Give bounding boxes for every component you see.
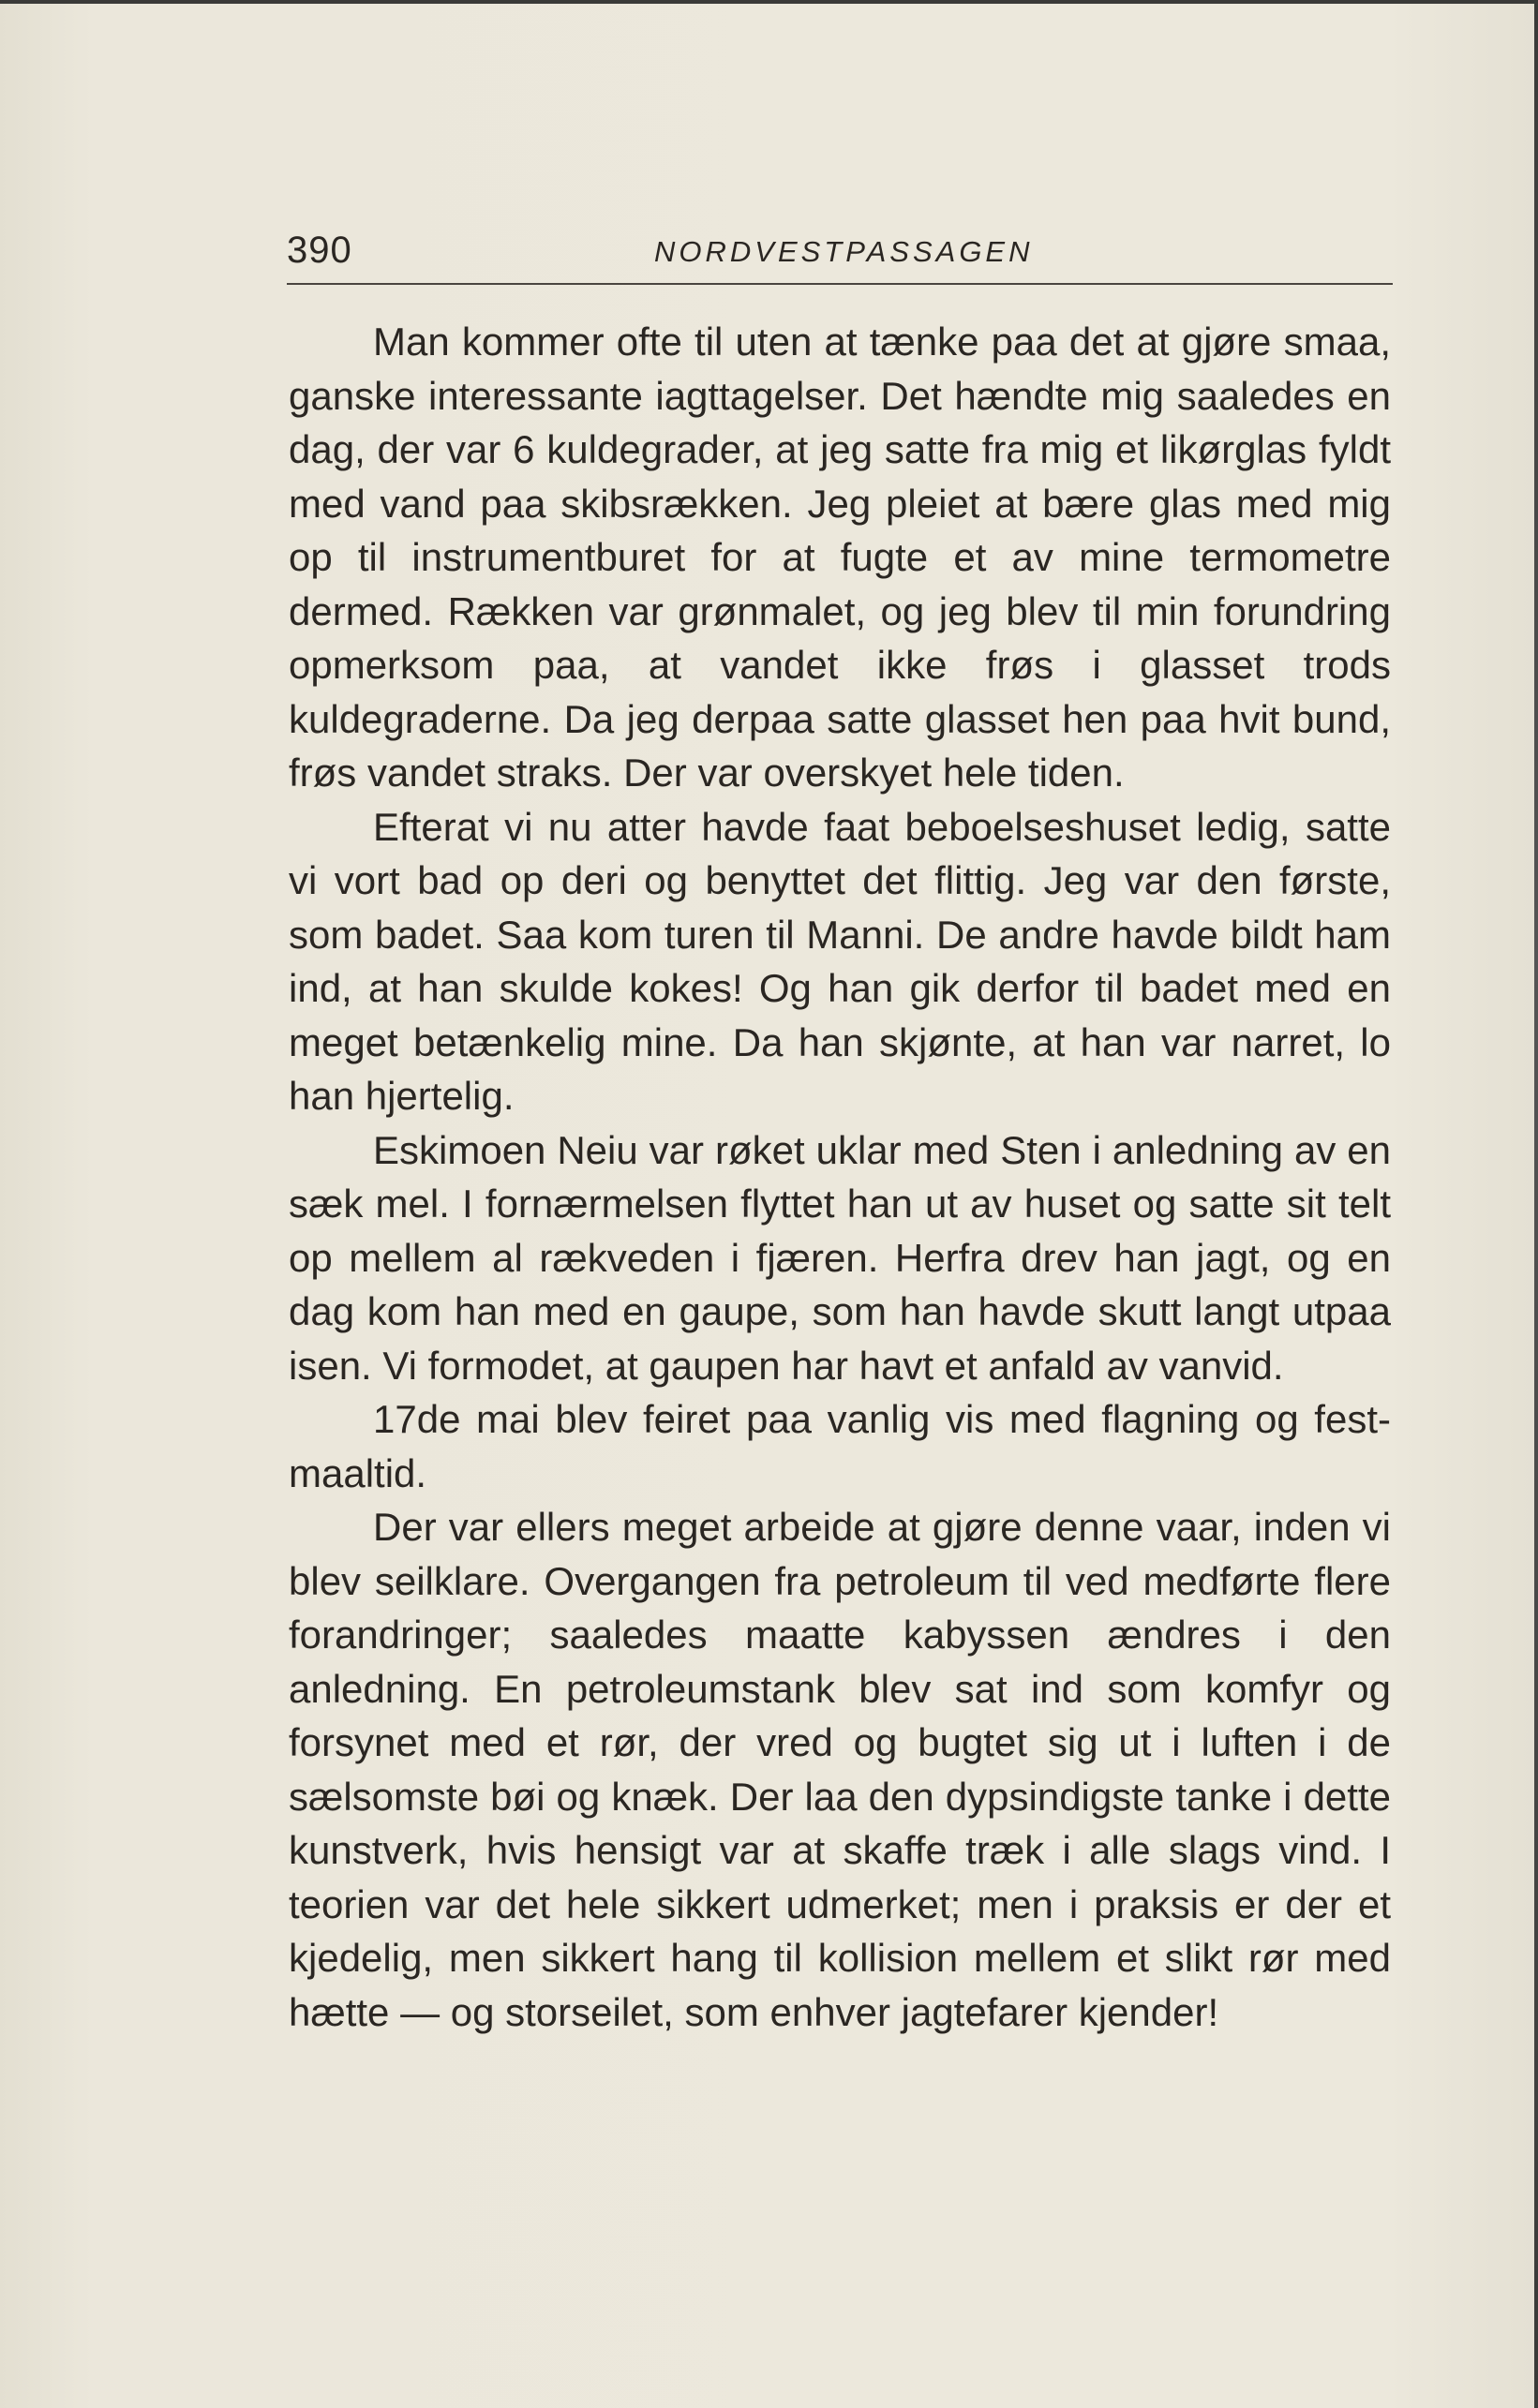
page-header xyxy=(287,230,1393,286)
paragraph: Man kommer ofte til uten at tænke paa det at gjøre smaa, ganske interessante iagttagelser. Det hændte mig saaledes en dag, der var 6 kuldegrader, at jeg satte fra mig et likørglas fyldt med vand paa skibsrækken. Jeg pleiet at bære glas med mig op til instrumentburet for at fugte et av mine termometre dermed. Rækken var grønmalet, og jeg blev til min forundring opmerksom paa, at vandet ikke frøs i glasset trods kuldegraderne. Da jeg derpaa satte glasset hen paa hvit bund, frøs vandet straks. Der var overskyet hele tiden. xyxy=(289,320,1391,795)
page-number: 390 xyxy=(287,230,352,271)
scan-right-edge xyxy=(1534,0,1538,2408)
paragraph: Efterat vi nu atter havde faat beboelseshuset ledig, satte vi vort bad op deri og benyttet det flittig. Jeg var den første, som badet. Saa kom turen til Manni. De andre havde bildt ham ind, at han skulde kokes! Og han gik derfor til badet med en meget betænkelig mine. Da han skjønte, at han var narret, lo han hjertelig. xyxy=(289,804,1391,1118)
body-text xyxy=(289,315,1391,2039)
scan-top-edge xyxy=(0,0,1538,4)
running-title: NORDVESTPASSAGEN xyxy=(654,235,1034,268)
paragraph: Eskimoen Neiu var røket uklar med Sten i anledning av en sæk mel. I fornærmelsen flyttet han ut av huset og satte sit telt op mellem al rækveden i fjæren. Herfra drev han jagt, og en dag kom han med en gaupe, som han havde skutt langt utpaa isen. Vi formodet, at gaupen har havt et anfald av vanvid. xyxy=(289,1127,1391,1388)
header-divider xyxy=(287,283,1393,285)
paragraph: 17de mai blev feiret paa vanlig vis med flagning og festmaaltid. xyxy=(289,1397,1391,1495)
paragraph: Der var ellers meget arbeide at gjøre denne vaar, inden vi blev seilklare. Overgangen fra petroleum til ved medførte flere forandringer; saaledes maatte kabyssen ændres i den anledning. En petroleumstank blev sat ind som komfyr og forsynet med et rør, der vred og bugtet sig ut i luften i de sælsomste bøi og knæk. Der laa den dypsindigste tanke i dette kunstverk, hvis hensigt var at skaffe træk i alle slags vind. I teorien var det hele sikkert udmerket; men i praksis er der et kjedelig, men sikkert hang til kollision mellem et slikt rør med hætte — og storseilet, som enhver jagtefarer kjender! xyxy=(289,1505,1391,2034)
